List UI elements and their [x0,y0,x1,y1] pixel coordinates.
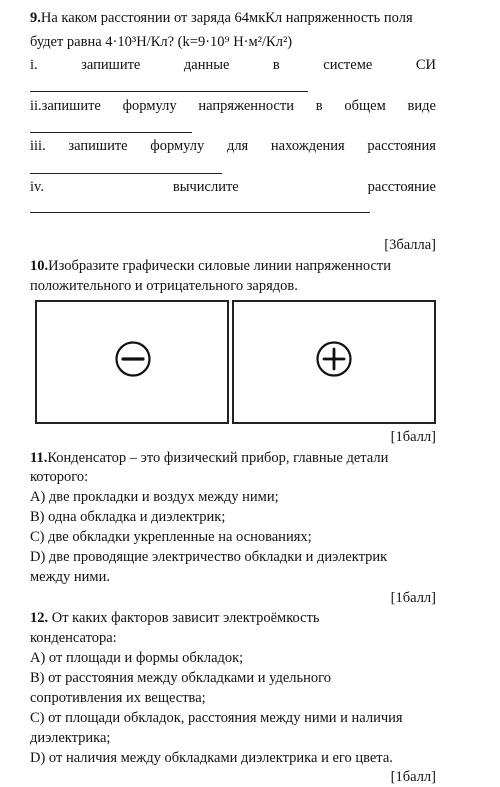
word: формулу [150,138,205,154]
q10-text-line1: Изобразите графически силовые линии напряженности [48,258,392,274]
q9-step-iii [30,137,436,156]
q11-option-d-line1: D) две проводящие электричество обкладки и диэлектрик [30,549,388,565]
q12-score: [1балл] [390,769,436,785]
q9-step-i [30,56,436,75]
q9-score: [3балла] [384,237,436,253]
q9-text-line1: На каком расстоянии от заряда 64мкКл напряженность поля [40,10,413,26]
minus-charge-icon [114,340,152,378]
answer-line [30,173,222,174]
q11-text-line2: которого: [30,469,89,485]
word: системе [323,57,373,73]
plus-charge-icon [315,340,353,378]
q9-step-iv [30,178,436,197]
q9-number: 9. [30,10,41,26]
answer-line [30,212,370,213]
word: общем [344,98,386,114]
q12-option-b-line2: сопротивления их вещества; [30,690,206,706]
q10-score: [1балл] [390,429,436,445]
q11-score: [1балл] [390,590,436,606]
q12-option-c-line2: диэлектрика; [30,730,111,746]
word: ii.запишите [30,98,101,114]
q10-number: 10. [30,258,49,274]
word: напряженности [198,98,294,114]
positive-charge-box [232,300,436,424]
word: виде [407,98,436,114]
q12-line1 [30,609,436,628]
word: в [272,57,280,73]
word: запишите [81,57,141,73]
word: расстояние [367,179,436,195]
word: расстояния [367,138,436,154]
q12-number: 12. [30,610,49,626]
q12-option-c-line1: C) от площади обкладок, расстояния между ними и наличия [30,710,403,726]
q12-option-d: D) от наличия между обкладками диэлектрика и его цвета. [30,750,393,766]
word: формулу [122,98,177,114]
q11-option-a: A) две прокладки и воздух между ними; [30,489,279,505]
word: для [226,138,249,154]
answer-line [30,132,192,133]
negative-charge-box [35,300,229,424]
answer-line [30,91,308,92]
q12-text-line1: От каких факторов зависит электроёмкость [48,610,320,626]
word: iv. [30,179,44,195]
word: нахождения [270,138,345,154]
q11-text-line1: Конденсатор – это физический прибор, главные детали [47,450,389,466]
q12-option-b-line1: B) от расстояния между обкладками и удельного [30,670,331,686]
q11-option-d-line2: между ними. [30,569,110,585]
word: i. [30,57,38,73]
word: запишите [68,138,128,154]
q9-step-ii [30,97,436,116]
word: данные [183,57,230,73]
q9-line1 [30,9,436,28]
q11-line1 [30,449,436,468]
word: вычислите [172,179,239,195]
word: iii. [30,138,46,154]
q11-option-c: C) две обкладки укрепленные на основаниях; [30,529,312,545]
word: в [315,98,323,114]
q11-number: 11. [30,450,48,466]
word: СИ [415,57,436,73]
q12-text-line2: конденсатора: [30,630,117,646]
q12-option-a: A) от площади и формы обкладок; [30,650,244,666]
q11-option-b: B) одна обкладка и диэлектрик; [30,509,226,525]
q10-text-line2: положительного и отрицательного зарядов. [30,278,298,294]
q9-text-line2: будет равна 4·10³Н/Кл? (k=9·10⁹ Н·м²/Кл²) [30,34,293,50]
q10-line1 [30,257,436,276]
